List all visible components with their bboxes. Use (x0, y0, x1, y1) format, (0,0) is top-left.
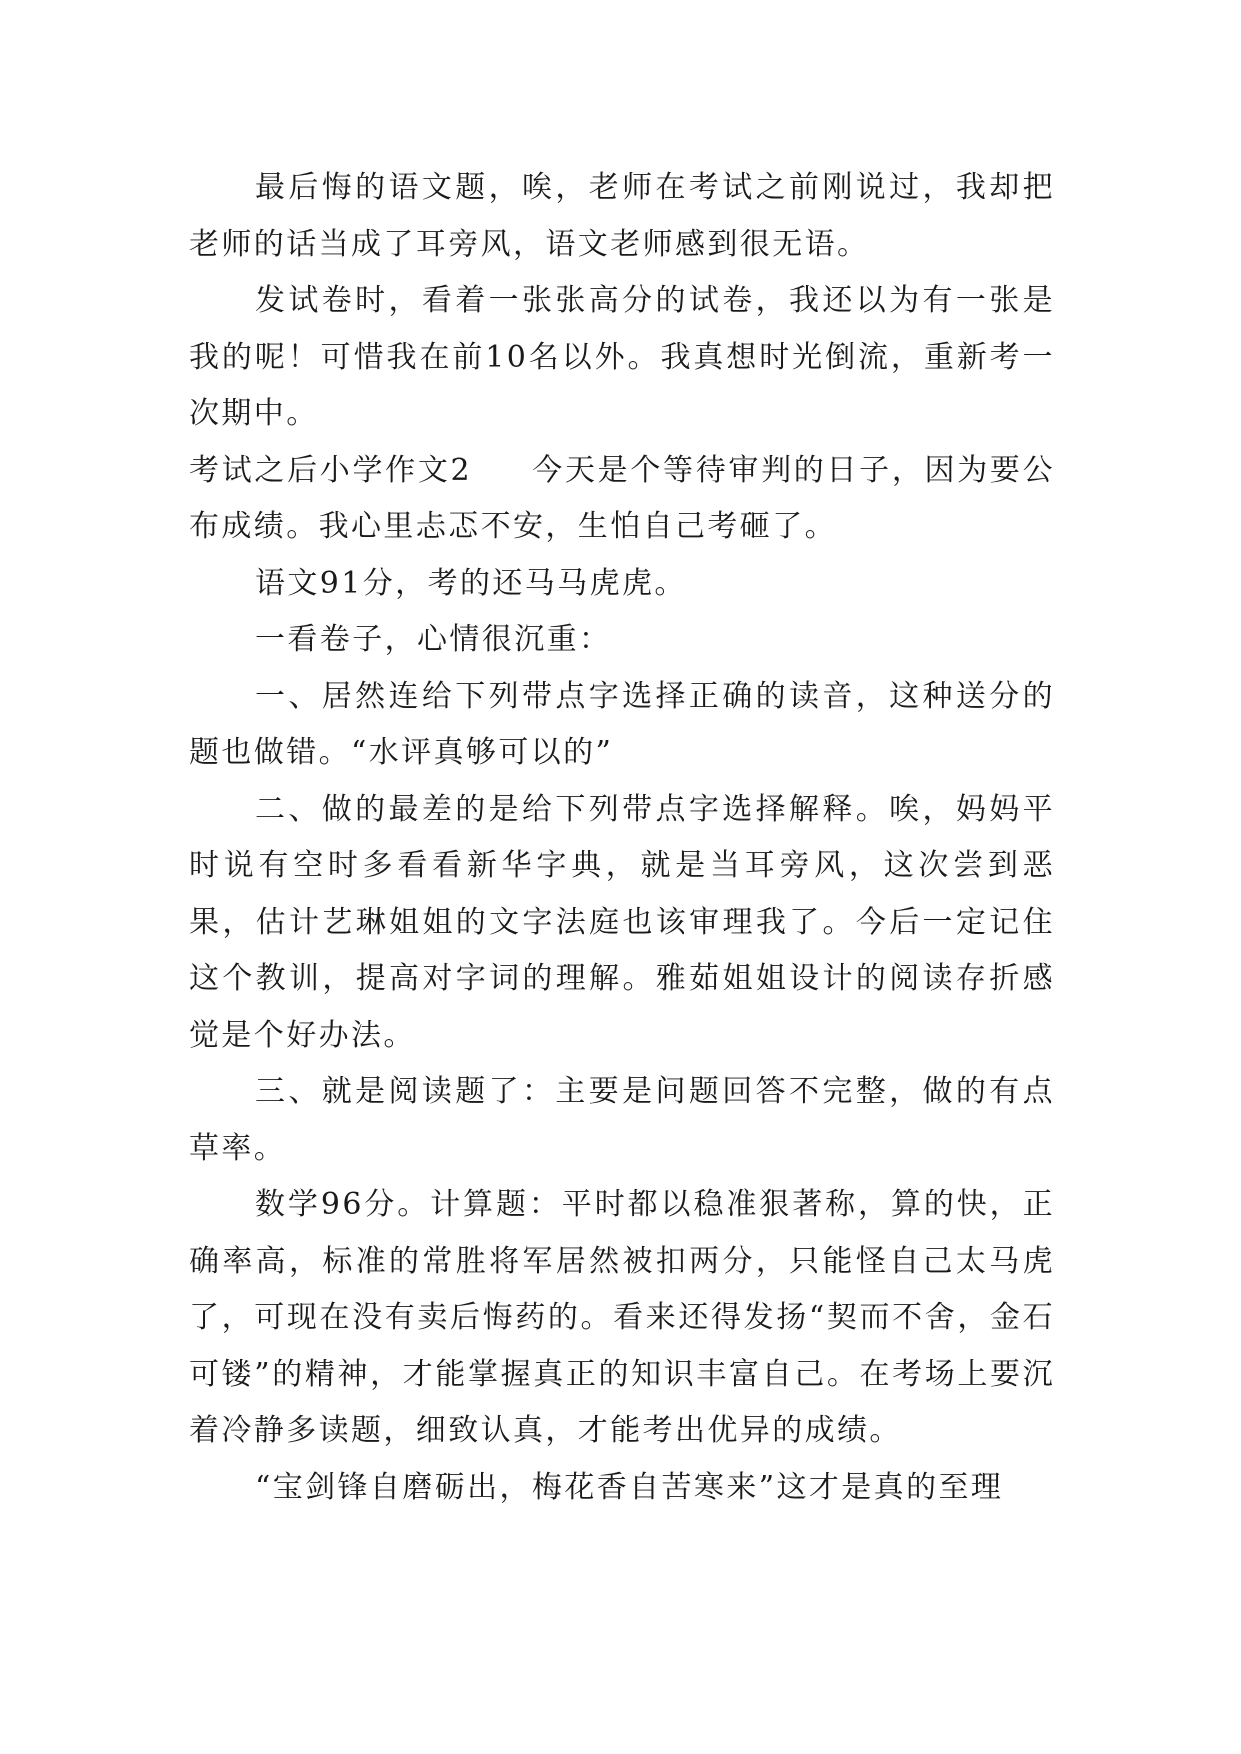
essay-heading: 考试之后小学作文2 (189, 452, 472, 488)
paragraph-3-text: 今天是个等待审判的日子，因为要公布成绩。我心里忐忑不安，生怕自己考砸了。 (189, 452, 1056, 544)
paragraph-4: 语文91分，考的还马马虎虎。 (255, 565, 687, 601)
paragraph-5: 一看卷子，心情很沉重： (255, 622, 612, 657)
paragraph-6: 一、居然连给下列带点字选择正确的读音，这种送分的题也做错。“水评真够可以的” (189, 678, 1055, 770)
paragraph-8: 三、就是阅读题了：主要是问题回答不完整，做的有点草率。 (189, 1074, 1055, 1166)
paragraph-10: “宝剑锋自磨砺出，梅花香自苦寒来”这才是真的至理 (255, 1469, 1004, 1505)
paragraph-9: 数学96分。计算题：平时都以稳准狠著称，算的快，正确率高，标准的常胜将军居然被扣两分，只能怪自己太马虎了，可现在没有卖后悔药的。看来还得发扬“契而不舍，金石可镂”的精神，才能掌握真正的知识丰富自己。在考场上要沉着冷静多读题，细致认真，才能考出优异的成绩。 (189, 1187, 1055, 1448)
document-body (189, 160, 1055, 1516)
paragraph-2: 发试卷时，看着一张张高分的试卷，我还以为有一张是我的呢！可惜我在前10名以外。我真想时光倒流，重新考一次期中。 (189, 283, 1055, 431)
paragraph-7: 二、做的最差的是给下列带点字选择解释。唉，妈妈平时说有空时多看看新华字典，就是当耳旁风，这次尝到恶果，估计艺琳姐姐的文字法庭也该审理我了。今后一定记住这个教训，提高对字词的理解。雅茹姐姐设计的阅读存折感觉是个好办法。 (189, 791, 1055, 1053)
paragraph-3 (189, 443, 1055, 556)
paragraph-1: 最后悔的语文题，唉，老师在考试之前刚说过，我却把老师的话当成了耳旁风，语文老师感到很无语。 (189, 170, 1055, 262)
